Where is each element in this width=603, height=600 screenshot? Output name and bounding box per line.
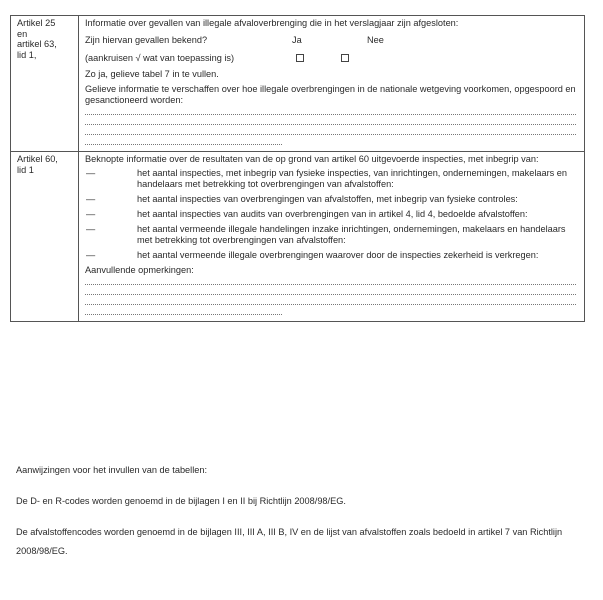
list-item	[85, 250, 576, 261]
nee-checkbox[interactable]	[341, 54, 349, 62]
dash-bullet: —	[86, 209, 96, 219]
remarks-lines[interactable]	[85, 280, 576, 315]
list-item-text: het aantal inspecties, met inbegrip van fysieke inspecties, van inrichtingen, ondernemingen, makelaars en handelaars met betrekking tot overbrengingen van afvalstoffen:	[137, 168, 568, 189]
list-item	[85, 209, 576, 220]
dash-bullet: —	[86, 194, 96, 204]
ja-label: Ja	[292, 34, 302, 45]
article-label-25	[11, 16, 79, 151]
article-label-text: Artikel 25 en artikel 63, lid 1,	[17, 18, 57, 60]
legislation-request: Gelieve informatie te verschaffen over hoe illegale overbrengingen in de nationale wetgeving voorkomen, opgespoord en gesanctioneerd worden:	[85, 84, 576, 105]
instructions-paragraph-2: De afvalstoffencodes worden genoemd in de bijlagen III, III A, III B, IV en de lijst van afvalstoffen zoals bedoeld in artikel 7 van Richtlijn 2008/98/EG.	[16, 527, 563, 556]
instructions-paragraph-1: De D- en R-codes worden genoemd in de bijlagen I en II bij Richtlijn 2008/98/EG.	[16, 496, 346, 506]
article-label-text: Artikel 60, lid 1	[17, 154, 58, 175]
article-60-content	[79, 152, 584, 321]
remarks-line	[85, 304, 576, 305]
nee-label: Nee	[367, 34, 384, 45]
instructions-section	[16, 461, 586, 573]
report-form	[10, 15, 585, 322]
remarks-line	[85, 294, 576, 295]
if-yes-note: Zo ja, gelieve tabel 7 in te vullen.	[85, 69, 219, 79]
check-note: (aankruisen √ wat van toepassing is)	[85, 52, 235, 63]
remarks-line	[85, 314, 282, 315]
known-cases-question-row	[85, 33, 576, 47]
remarks-label: Aanvullende opmerkingen:	[85, 265, 194, 275]
remarks-line	[85, 284, 576, 285]
dash-bullet: —	[86, 168, 96, 178]
inspections-intro: Beknopte informatie over de resultaten van de op grond van artikel 60 uitgevoerde inspecties, met inbegrip van:	[85, 154, 539, 164]
checkbox-row	[85, 51, 576, 65]
list-item-text: het aantal vermeende illegale overbrengingen waarover door de inspecties zekerheid is verkregen:	[137, 250, 539, 260]
list-item	[85, 168, 576, 190]
answer-line	[85, 144, 282, 145]
dash-bullet: —	[86, 250, 96, 260]
list-item-text: het aantal inspecties van overbrengingen van afvalstoffen, met inbegrip van fysieke controles:	[137, 194, 518, 204]
list-item	[85, 194, 576, 205]
answer-line	[85, 114, 576, 115]
list-item	[85, 224, 576, 246]
form-row-article-25	[11, 16, 584, 151]
answer-lines[interactable]	[85, 110, 576, 145]
article-25-content	[79, 16, 584, 151]
list-item-text: het aantal vermeende illegale handelingen inzake inrichtingen, ondernemingen, makelaars en handelaars met betrekking tot overbrengingen van afvalstoffen:	[137, 224, 566, 245]
instructions-heading: Aanwijzingen voor het invullen van de tabellen:	[16, 465, 208, 475]
ja-checkbox[interactable]	[296, 54, 304, 62]
form-row-article-60	[11, 151, 584, 321]
known-cases-question: Zijn hiervan gevallen bekend?	[85, 34, 208, 45]
dash-bullet: —	[86, 224, 96, 234]
article-label-60	[11, 152, 79, 321]
illegal-cases-intro: Informatie over gevallen van illegale afvaloverbrenging die in het verslagjaar zijn afgesloten:	[85, 18, 459, 28]
answer-line	[85, 134, 576, 135]
list-item-text: het aantal inspecties van audits van overbrengingen van in artikel 4, lid 4, bedoelde afvalstoffen:	[137, 209, 528, 219]
answer-line	[85, 124, 576, 125]
